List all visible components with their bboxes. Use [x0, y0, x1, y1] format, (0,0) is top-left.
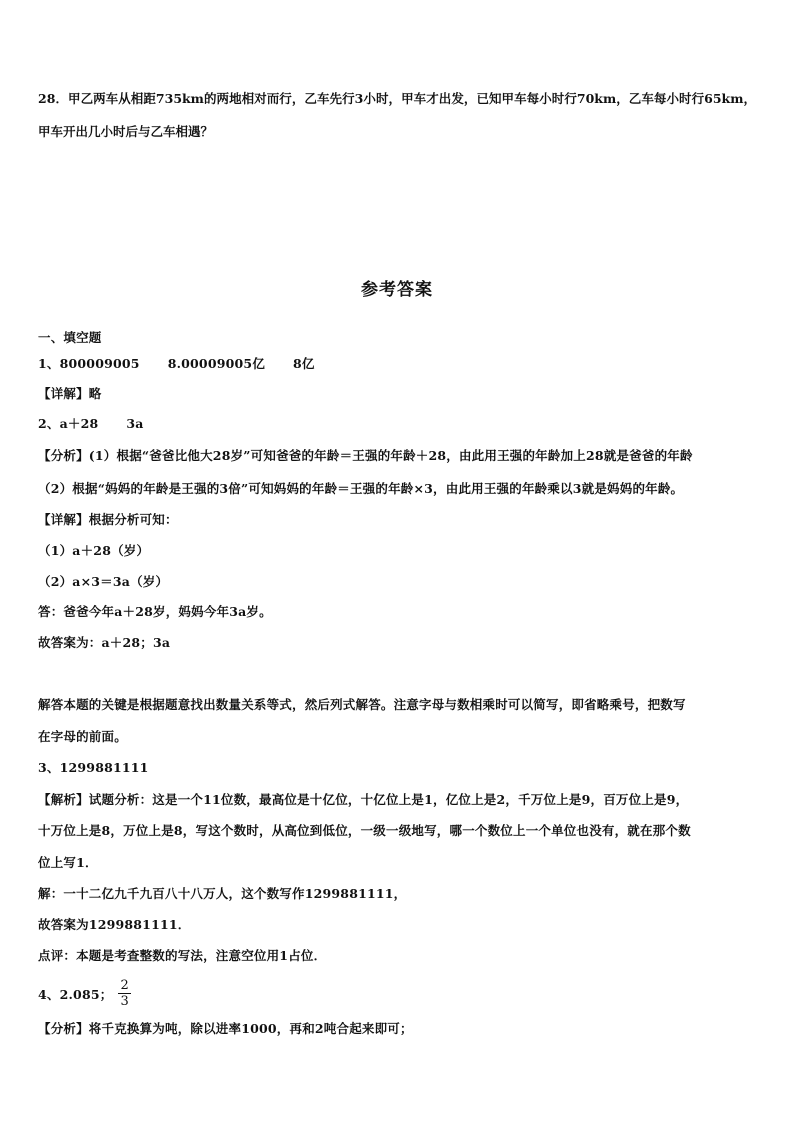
answer-2-b: 3a: [126, 416, 144, 431]
answer-1: [38, 356, 315, 372]
answer-2: [38, 416, 144, 432]
answer-3-comment: 点评：本题是考查整数的写法，注意空位用1占位．: [38, 948, 327, 963]
answer-1-detail: 【详解】略: [38, 386, 102, 401]
answer-2-analysis-2: （2）根据“妈妈的年龄是王强的3倍”可知妈妈的年龄＝王强的年龄×3，由此用王强的年龄乘以3就是妈妈的年龄。: [38, 481, 684, 496]
fraction-numerator: 2: [120, 978, 129, 993]
question-28: 28．甲乙两车从相距735km的两地相对而行，乙车先行3小时，甲车才出发，已知甲车每小时行70km，乙车每小时行65km，甲车开出几小时后与乙车相遇？: [38, 91, 756, 139]
answer-4-value: 4、2.085；: [38, 987, 113, 1002]
answer-4-analysis: 【分析】将千克换算为吨，除以进率1000，再和2吨合起来即可；: [38, 1021, 413, 1036]
answer-2-final: 故答案为：a＋28；3a: [38, 635, 171, 650]
answer-title: 参考答案: [361, 280, 433, 300]
answer-3: 3、1299881111: [38, 760, 149, 775]
answer-1-c: 8亿: [293, 356, 315, 371]
section-heading: 一、填空题: [38, 330, 102, 345]
answer-1-a: 1、800009005: [38, 356, 140, 371]
answer-2-detail: 【详解】根据分析可知：: [38, 512, 178, 527]
answer-2-note-1: 解答本题的关键是根据题意找出数量关系等式，然后列式解答。注意字母与数相乘时可以简写，即省略乘号，把数写: [38, 697, 686, 712]
answer-2-step-1: （1）a＋28（岁）: [38, 543, 150, 558]
answer-3-analysis-1: 【解析】试题分析：这是一个11位数，最高位是十亿位，十亿位上是1，亿位上是2，千万位上是9，百万位上是9，: [38, 792, 689, 807]
answer-2-reply: 答：爸爸今年a＋28岁，妈妈今年3a岁。: [38, 604, 272, 619]
answer-3-analysis-2: 十万位上是8，万位上是8，写这个数时，从高位到低位，一级一级地写，哪一个数位上一个单位也没有，就在那个数: [38, 823, 691, 838]
answer-3-analysis-3: 位上写1．: [38, 855, 98, 870]
answer-2-note-2: 在字母的前面。: [38, 729, 127, 744]
fraction-denominator: 3: [120, 994, 129, 1009]
answer-3-solution: 解：一十二亿九千九百八十八万人，这个数写作1299881111，: [38, 886, 407, 901]
answer-1-b: 8.00009005亿: [167, 356, 266, 371]
answer-4: [38, 980, 131, 1011]
answer-2-analysis-1: 【分析】(1）根据“爸爸比他大28岁”可知爸爸的年龄＝王强的年龄＋28，由此用王强的年龄加上28就是爸爸的年龄: [38, 448, 693, 463]
answer-2-a: 2、a＋28: [38, 416, 99, 431]
answer-3-final: 故答案为1299881111．: [38, 917, 191, 932]
answer-4-fraction: [118, 978, 130, 1009]
answer-2-step-2: （2）a×3＝3a（岁）: [38, 574, 169, 589]
